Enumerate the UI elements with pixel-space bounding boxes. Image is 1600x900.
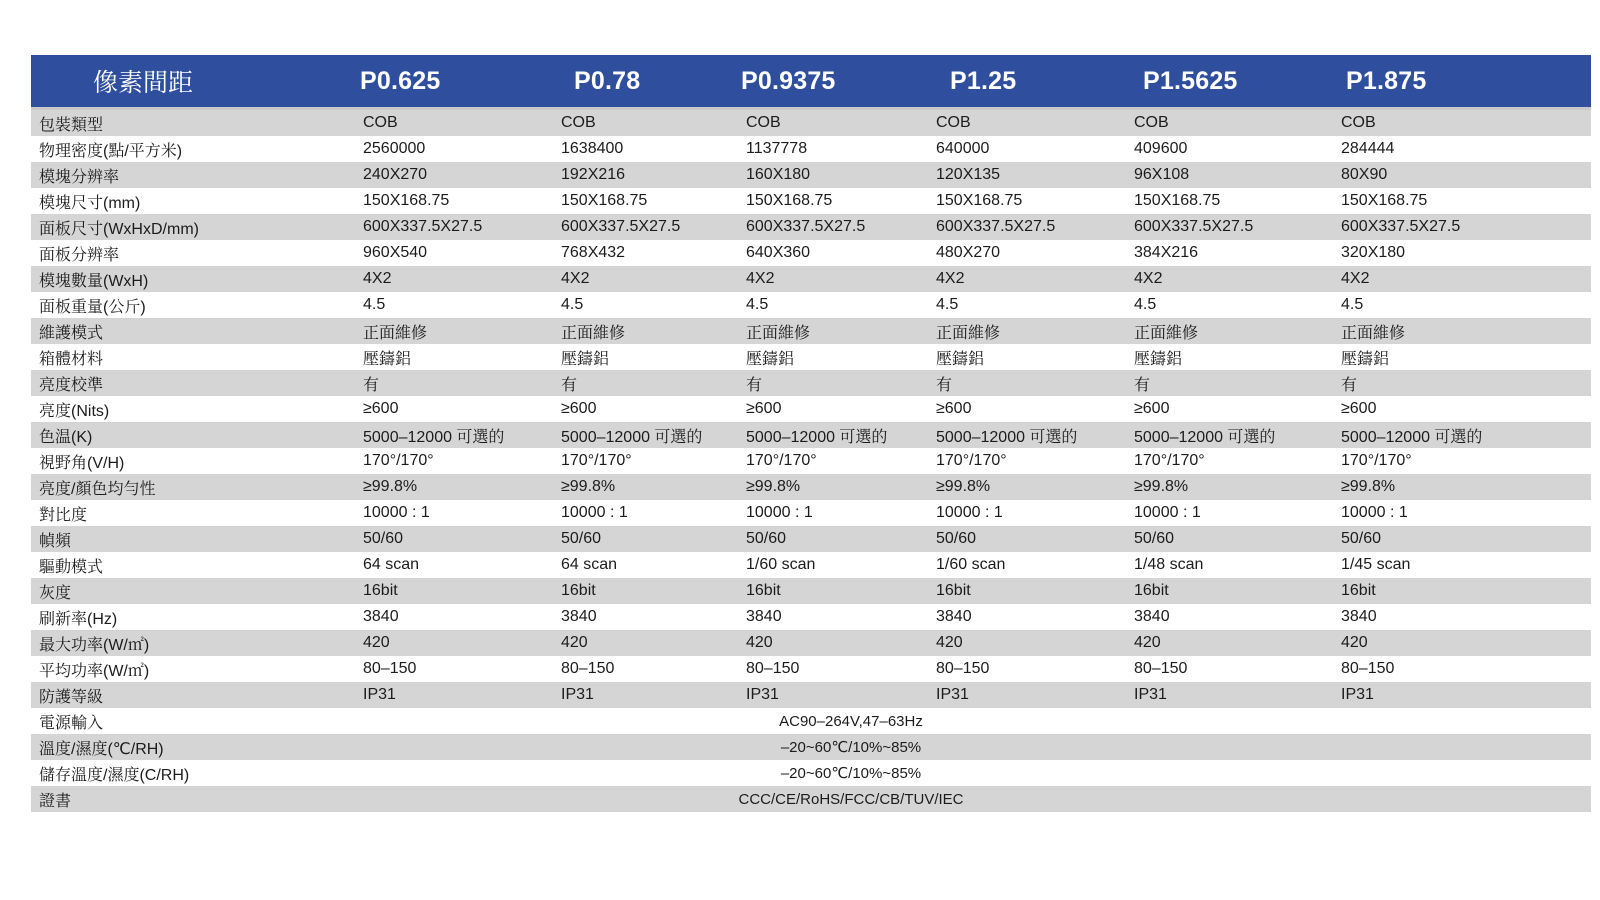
row-label: 亮度/顏色均勻性	[39, 480, 156, 498]
table-cell: 4X2	[561, 270, 590, 287]
table-cell: 正面維修	[363, 324, 428, 342]
table-row	[31, 734, 1591, 760]
row-label: 證書	[39, 792, 72, 810]
table-cell: 1/45 scan	[1341, 556, 1411, 573]
row-label: 面板尺寸(WxHxD/mm)	[39, 220, 199, 238]
table-cell: IP31	[1341, 686, 1374, 703]
table-cell: 150X168.75	[363, 192, 450, 209]
table-cell: 150X168.75	[746, 192, 833, 209]
spec-table	[31, 55, 1591, 812]
table-cell: 80–150	[746, 660, 800, 677]
table-cell: 壓鑄鋁	[1134, 350, 1183, 368]
table-row	[31, 344, 1591, 370]
row-label: 幀頻	[39, 532, 72, 550]
table-cell: 3840	[746, 608, 782, 625]
table-cell: 170°/170°	[1134, 452, 1205, 469]
table-cell: 409600	[1134, 140, 1188, 157]
table-cell: IP31	[363, 686, 396, 703]
row-label: 最大功率(W/㎡)	[39, 636, 150, 654]
table-cell: ≥600	[746, 400, 782, 417]
row-label: 亮度校準	[39, 376, 104, 394]
table-cell: 160X180	[746, 166, 811, 183]
table-cell: 120X135	[936, 166, 1001, 183]
table-cell: 16bit	[746, 582, 781, 599]
table-cell: 正面維修	[1341, 324, 1406, 342]
table-cell: 有	[746, 376, 763, 394]
table-row	[31, 552, 1591, 578]
table-cell: 壓鑄鋁	[1341, 350, 1390, 368]
table-cell: 1137778	[746, 140, 808, 157]
row-label: 模塊尺寸(mm)	[39, 194, 141, 212]
table-cell: COB	[936, 114, 971, 131]
table-cell: 3840	[1134, 608, 1170, 625]
table-cell: 80–150	[363, 660, 417, 677]
table-cell: 150X168.75	[936, 192, 1023, 209]
merged-cell-text: –20~60℃/10%~85%	[780, 765, 922, 782]
table-cell: 50/60	[1134, 530, 1175, 547]
table-cell: 10000 : 1	[1341, 504, 1408, 521]
table-cell: ≥600	[1134, 400, 1170, 417]
table-cell: 3840	[1341, 608, 1377, 625]
row-label: 包裝類型	[39, 116, 104, 134]
merged-cell-text: CCC/CE/RoHS/FCC/CB/TUV/IEC	[738, 790, 964, 808]
table-cell: 有	[1134, 376, 1151, 394]
table-cell: 有	[936, 376, 953, 394]
table-row	[31, 162, 1591, 188]
merged-cell	[31, 738, 1591, 756]
model-header: P0.625	[360, 66, 441, 95]
table-row	[31, 682, 1591, 708]
table-cell: 170°/170°	[363, 452, 434, 469]
row-label: 模塊數量(WxH)	[39, 272, 149, 290]
table-cell: 正面維修	[561, 324, 626, 342]
table-cell: 10000 : 1	[936, 504, 1003, 521]
table-cell: 150X168.75	[1134, 192, 1221, 209]
row-label: 刷新率(Hz)	[39, 610, 118, 628]
table-cell: 420	[561, 634, 588, 651]
table-cell: 正面維修	[746, 324, 811, 342]
table-cell: 10000 : 1	[1134, 504, 1201, 521]
table-cell: 2560000	[363, 140, 426, 157]
table-header	[31, 55, 1591, 110]
table-row	[31, 474, 1591, 500]
table-cell: 1/60 scan	[746, 556, 816, 573]
table-cell: 192X216	[561, 166, 626, 183]
table-cell: 5000–12000 可選的	[561, 428, 703, 446]
table-cell: 420	[1134, 634, 1161, 651]
table-cell: 5000–12000 可選的	[1134, 428, 1276, 446]
table-row	[31, 448, 1591, 474]
table-cell: 有	[561, 376, 578, 394]
table-cell: COB	[1134, 114, 1169, 131]
table-row	[31, 266, 1591, 292]
table-cell: 壓鑄鋁	[936, 350, 985, 368]
merged-cell	[31, 764, 1591, 782]
table-cell: 1638400	[561, 140, 624, 157]
table-cell: 16bit	[936, 582, 971, 599]
table-cell: 16bit	[561, 582, 596, 599]
table-cell: 64 scan	[363, 556, 420, 573]
table-row	[31, 656, 1591, 682]
row-label: 溫度/濕度(℃/RH)	[39, 740, 164, 758]
table-cell: 600X337.5X27.5	[363, 218, 483, 235]
table-cell: 150X168.75	[561, 192, 648, 209]
table-cell: ≥600	[1341, 400, 1377, 417]
table-cell: 4.5	[1341, 296, 1364, 313]
row-label: 防護等級	[39, 688, 104, 706]
row-label: 面板重量(公斤)	[39, 298, 146, 316]
table-body	[31, 110, 1591, 812]
table-cell: 420	[1341, 634, 1368, 651]
header-label: 像素間距	[93, 69, 194, 97]
table-row	[31, 188, 1591, 214]
table-cell: 284444	[1341, 140, 1395, 157]
table-cell: 5000–12000 可選的	[936, 428, 1078, 446]
table-cell: 3840	[363, 608, 399, 625]
table-cell: 480X270	[936, 244, 1001, 261]
row-label: 色温(K)	[39, 428, 93, 446]
table-cell: 4.5	[363, 296, 386, 313]
table-row	[31, 786, 1591, 812]
row-label: 驅動模式	[39, 558, 104, 576]
table-cell: 正面維修	[936, 324, 1001, 342]
table-cell: 240X270	[363, 166, 428, 183]
table-cell: 384X216	[1134, 244, 1199, 261]
row-label: 亮度(Nits)	[39, 402, 110, 420]
table-cell: ≥99.8%	[561, 478, 616, 495]
table-cell: 768X432	[561, 244, 626, 261]
table-row	[31, 500, 1591, 526]
table-row	[31, 110, 1591, 136]
row-label: 灰度	[39, 584, 72, 602]
table-row	[31, 292, 1591, 318]
table-cell: 壓鑄鋁	[746, 350, 795, 368]
table-cell: 4.5	[936, 296, 959, 313]
table-cell: 600X337.5X27.5	[1341, 218, 1461, 235]
row-label: 箱體材料	[39, 350, 104, 368]
table-cell: 50/60	[363, 530, 404, 547]
table-row	[31, 578, 1591, 604]
table-cell: 4X2	[936, 270, 965, 287]
table-cell: 壓鑄鋁	[561, 350, 610, 368]
model-header: P1.25	[950, 66, 1017, 95]
table-row	[31, 370, 1591, 396]
table-cell: 170°/170°	[936, 452, 1007, 469]
table-cell: 420	[936, 634, 963, 651]
table-cell: 4.5	[561, 296, 584, 313]
table-cell: 1/48 scan	[1134, 556, 1204, 573]
table-cell: 16bit	[1341, 582, 1376, 599]
row-label: 維護模式	[39, 324, 104, 342]
row-label: 電源輸入	[39, 714, 104, 732]
row-label: 面板分辨率	[39, 246, 120, 264]
model-header: P0.9375	[741, 66, 836, 95]
table-row	[31, 604, 1591, 630]
table-cell: 1/60 scan	[936, 556, 1006, 573]
table-cell: 10000 : 1	[746, 504, 813, 521]
table-cell: 5000–12000 可選的	[1341, 428, 1483, 446]
table-cell: 4X2	[1341, 270, 1370, 287]
table-cell: 80–150	[561, 660, 615, 677]
table-cell: 4X2	[1134, 270, 1163, 287]
table-cell: COB	[363, 114, 398, 131]
table-cell: 640000	[936, 140, 990, 157]
table-cell: 420	[746, 634, 773, 651]
table-row	[31, 630, 1591, 656]
table-cell: ≥99.8%	[936, 478, 991, 495]
table-row	[31, 422, 1591, 448]
table-cell: 80–150	[1134, 660, 1188, 677]
table-cell: 80–150	[1341, 660, 1395, 677]
table-cell: 4X2	[746, 270, 775, 287]
table-cell: 170°/170°	[746, 452, 817, 469]
model-header: P1.5625	[1143, 66, 1238, 95]
model-header: P1.875	[1346, 66, 1427, 95]
table-cell: 壓鑄鋁	[363, 350, 412, 368]
table-cell: 有	[363, 376, 380, 394]
table-cell: 170°/170°	[561, 452, 632, 469]
table-row	[31, 396, 1591, 422]
table-cell: 640X360	[746, 244, 811, 261]
row-label: 模塊分辨率	[39, 168, 120, 186]
table-cell: 150X168.75	[1341, 192, 1428, 209]
table-cell: 16bit	[1134, 582, 1169, 599]
table-cell: IP31	[561, 686, 594, 703]
merged-cell	[31, 713, 1591, 730]
table-cell: 4.5	[1134, 296, 1157, 313]
table-cell: 3840	[561, 608, 597, 625]
table-cell: 16bit	[363, 582, 398, 599]
table-cell: 420	[363, 634, 390, 651]
table-cell: ≥600	[561, 400, 597, 417]
row-label: 平均功率(W/㎡)	[39, 662, 150, 680]
table-row	[31, 136, 1591, 162]
table-cell: 10000 : 1	[561, 504, 628, 521]
table-cell: ≥600	[936, 400, 972, 417]
table-cell: 正面維修	[1134, 324, 1199, 342]
table-cell: ≥99.8%	[1341, 478, 1396, 495]
table-cell: IP31	[746, 686, 779, 703]
table-cell: 600X337.5X27.5	[746, 218, 866, 235]
table-row	[31, 760, 1591, 786]
table-cell: 5000–12000 可選的	[363, 428, 505, 446]
table-cell: 10000 : 1	[363, 504, 430, 521]
table-cell: COB	[561, 114, 596, 131]
table-cell: 320X180	[1341, 244, 1406, 261]
table-cell: 600X337.5X27.5	[936, 218, 1056, 235]
table-row	[31, 708, 1591, 734]
table-cell: IP31	[1134, 686, 1167, 703]
table-row	[31, 318, 1591, 344]
table-cell: 3840	[936, 608, 972, 625]
merged-cell-text: AC90–264V,47–63Hz	[779, 712, 923, 730]
table-cell: 80X90	[1341, 166, 1388, 183]
table-row	[31, 240, 1591, 266]
table-cell: 960X540	[363, 244, 428, 261]
table-cell: ≥600	[363, 400, 399, 417]
table-cell: ≥99.8%	[1134, 478, 1189, 495]
row-label: 物理密度(點/平方米)	[39, 142, 183, 160]
merged-cell-text: –20~60℃/10%~85%	[780, 739, 922, 756]
table-cell: 80–150	[936, 660, 990, 677]
table-cell: COB	[746, 114, 781, 131]
table-cell: 600X337.5X27.5	[561, 218, 681, 235]
table-cell: 96X108	[1134, 166, 1190, 183]
table-cell: 4.5	[746, 296, 769, 313]
table-cell: ≥99.8%	[363, 478, 418, 495]
table-cell: 有	[1341, 376, 1358, 394]
table-cell: IP31	[936, 686, 969, 703]
table-cell: COB	[1341, 114, 1376, 131]
table-cell: 170°/170°	[1341, 452, 1412, 469]
table-row	[31, 214, 1591, 240]
table-cell: 50/60	[746, 530, 787, 547]
table-row	[31, 526, 1591, 552]
merged-cell	[31, 791, 1591, 808]
table-cell: 5000–12000 可選的	[746, 428, 888, 446]
table-cell: 64 scan	[561, 556, 618, 573]
table-cell: ≥99.8%	[746, 478, 801, 495]
table-cell: 50/60	[561, 530, 602, 547]
model-header: P0.78	[574, 66, 641, 95]
table-cell: 50/60	[936, 530, 977, 547]
table-cell: 50/60	[1341, 530, 1382, 547]
table-cell: 600X337.5X27.5	[1134, 218, 1254, 235]
row-label: 儲存溫度/濕度(C/RH)	[39, 766, 190, 784]
row-label: 視野角(V/H)	[39, 454, 125, 472]
table-cell: 4X2	[363, 270, 392, 287]
row-label: 對比度	[39, 506, 88, 524]
